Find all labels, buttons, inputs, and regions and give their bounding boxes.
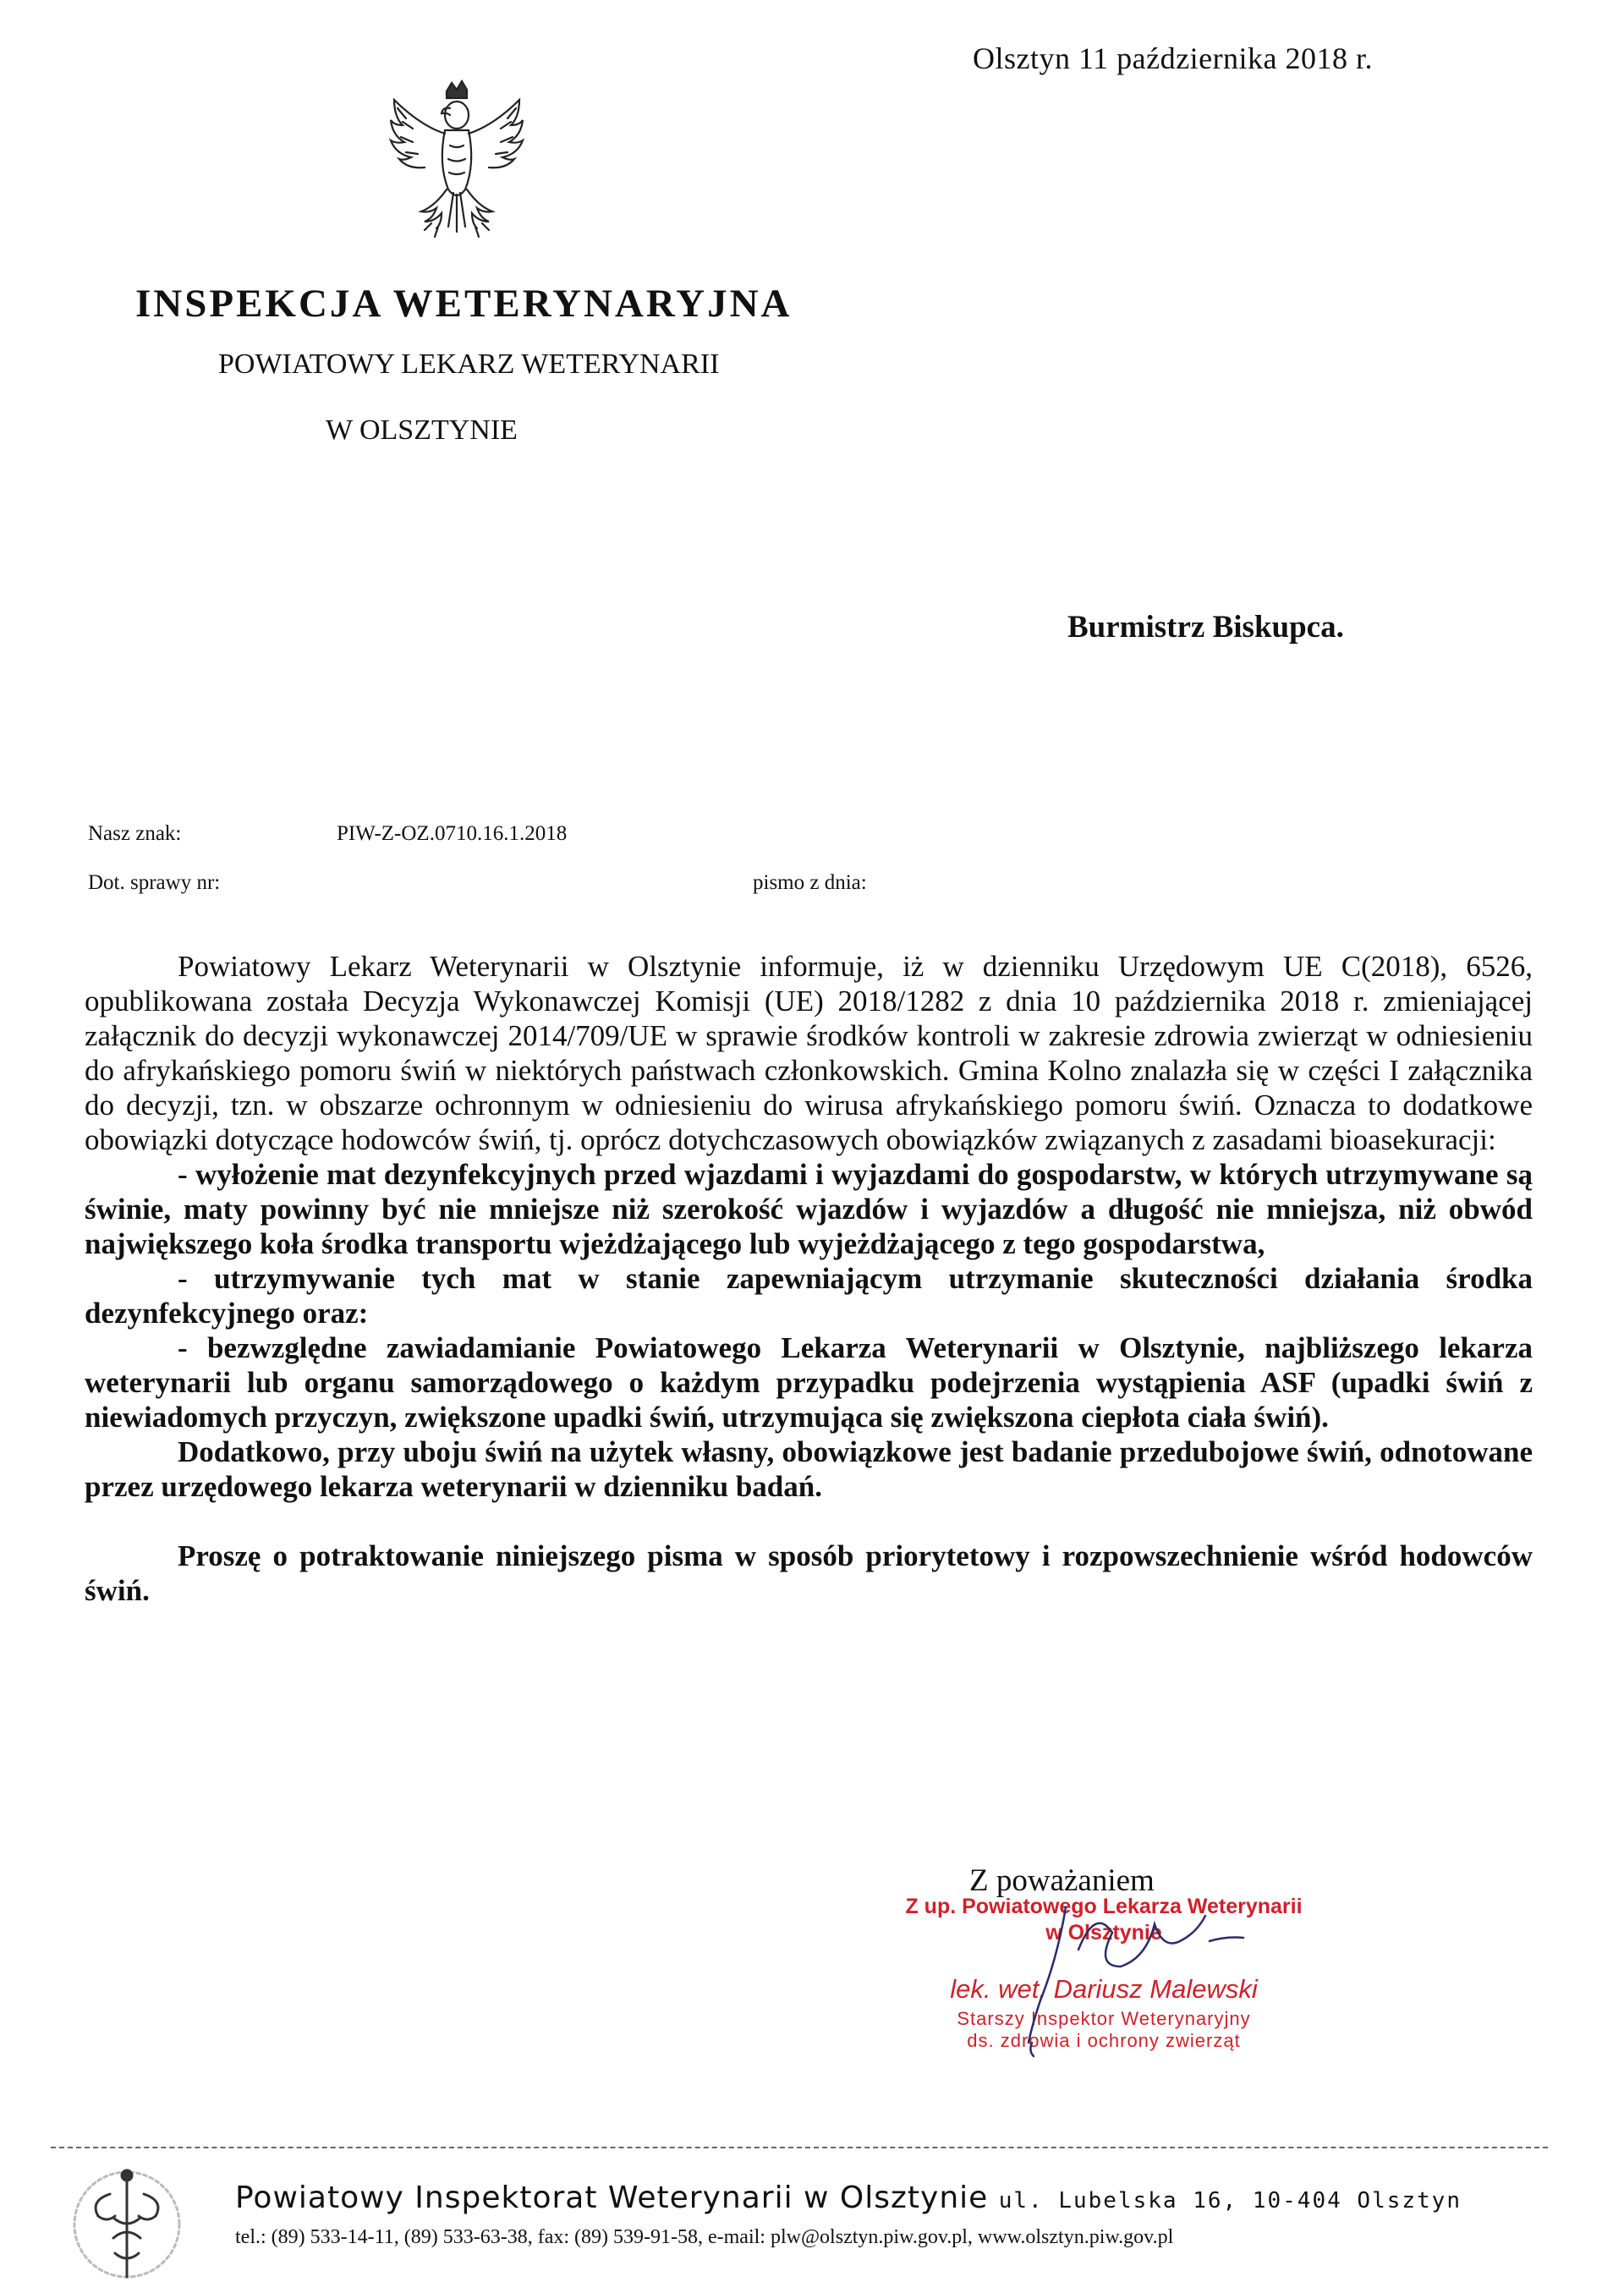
stamp-line-1: Z up. Powiatowego Lekarza Weterynarii bbox=[905, 1895, 1303, 1918]
obligation-item-1: - wyłożenie mat dezynfekcyjnych przed wjazdami i wyjazdami do gospodarstw, w których utrzymywane są świnie, maty powinny być nie mniejsze niż szerokość wjazdów i wyjazdów a długość nie mniejsza, niż obwód największego koła środka transportu wjeżdżającego lub wyjeżdżającego z tego gospodarstwa, bbox=[85, 1158, 1533, 1260]
footer-org-name: Powiatowy Inspektorat Weterynarii w Olsztynie bbox=[235, 2181, 989, 2215]
case-number-label: Dot. sprawy nr: bbox=[88, 871, 221, 894]
reference-label: Nasz znak: bbox=[88, 822, 182, 845]
org-subtitle-2: W OLSZTYNIE bbox=[326, 414, 518, 446]
org-subtitle-1: POWIATOWY LEKARZ WETERYNARII bbox=[218, 348, 720, 380]
stamp-title-2: ds. zdrowia i ochrony zwierząt bbox=[967, 2030, 1241, 2051]
obligation-item-3: - bezwzględne zawiadamianie Powiatowego Lekarza Weterynarii w Olsztynie, najbliższego lekarza weterynarii lub organu samorządowego o każdym przypadku podejrzenia wystąpienia ASF (upadki świń z niewiadomych przyczyn, zwiększone upadki świń, utrzymująca się zwiększona ciepłota ciała świń). bbox=[85, 1331, 1533, 1434]
stamp-name: lek. wet. Dariusz Malewski bbox=[950, 1974, 1258, 2004]
handwritten-signature bbox=[930, 1873, 1303, 2068]
salutation: Z poważaniem bbox=[969, 1863, 1155, 1898]
org-title: INSPEKCJA WETERYNARYJNA bbox=[135, 282, 793, 326]
intro-paragraph: Powiatowy Lekarz Weterynarii w Olsztynie informuje, iż w dzienniku Urzędowym UE C(2018), 6526, opublikowana została Decyzja Wykonawczej Komisji (UE) 2018/1282 z dnia 10 października 2018 r. zmieniającej załącznik do decyzji wykonawczej 2014/709/UE w sprawie środków kontroli w zakresie zdrowia zwierząt w odniesieniu do afrykańskiego pomoru świń w niektórych państwach członkowskich. Gmina Kolno znalazła się w części I załącznika do decyzji, tzn. w obszarze ochronnym w odniesieniu do wirusa afrykańskiego pomoru świń. Oznacza to dodatkowe obowiązki dotyczące hodowców świń, tj. oprócz dotychczasowych obowiązków związanych z zasadami bioasekuracji: bbox=[85, 950, 1533, 1156]
reference-value: PIW-Z-OZ.0710.16.1.2018 bbox=[337, 822, 568, 845]
letter-date: Olsztyn 11 października 2018 r. bbox=[973, 41, 1374, 75]
footer-address: ul. Lubelska 16, 10-404 Olsztyn bbox=[998, 2188, 1462, 2213]
stamp-title-1: Starszy Inspektor Weterynaryjny bbox=[957, 2008, 1251, 2029]
footer-contact: tel.: (89) 533-14-11, (89) 533-63-38, fax: (89) 539-91-58, e-mail: plw@olsztyn.piw.gov.pl, www.olsztyn.piw.gov.pl bbox=[235, 2226, 1174, 2248]
footer-organization bbox=[235, 2181, 1462, 2215]
obligation-item-2: - utrzymywanie tych mat w stanie zapewniającym utrzymanie skuteczności działania środka dezynfekcyjnego oraz: bbox=[85, 1262, 1533, 1330]
stamp-line-2: w Olsztynie bbox=[1045, 1921, 1162, 1945]
polish-eagle-emblem-icon bbox=[372, 74, 541, 252]
request-paragraph: Proszę o potraktowanie niniejszego pisma w sposób priorytetowy i rozpowszechnienie wśród hodowców świń. bbox=[85, 1539, 1533, 1607]
caduceus-logo-icon bbox=[59, 2159, 195, 2290]
letter-date-label: pismo z dnia: bbox=[753, 871, 867, 894]
additional-paragraph: Dodatkowo, przy uboju świń na użytek własny, obowiązkowe jest badanie przedubojowe świń, odnotowane przez urzędowego lekarza weterynarii w dzienniku badań. bbox=[85, 1435, 1533, 1503]
footer-divider bbox=[51, 2147, 1548, 2148]
recipient: Burmistrz Biskupca. bbox=[1067, 610, 1344, 645]
letter-body bbox=[85, 949, 1533, 1608]
